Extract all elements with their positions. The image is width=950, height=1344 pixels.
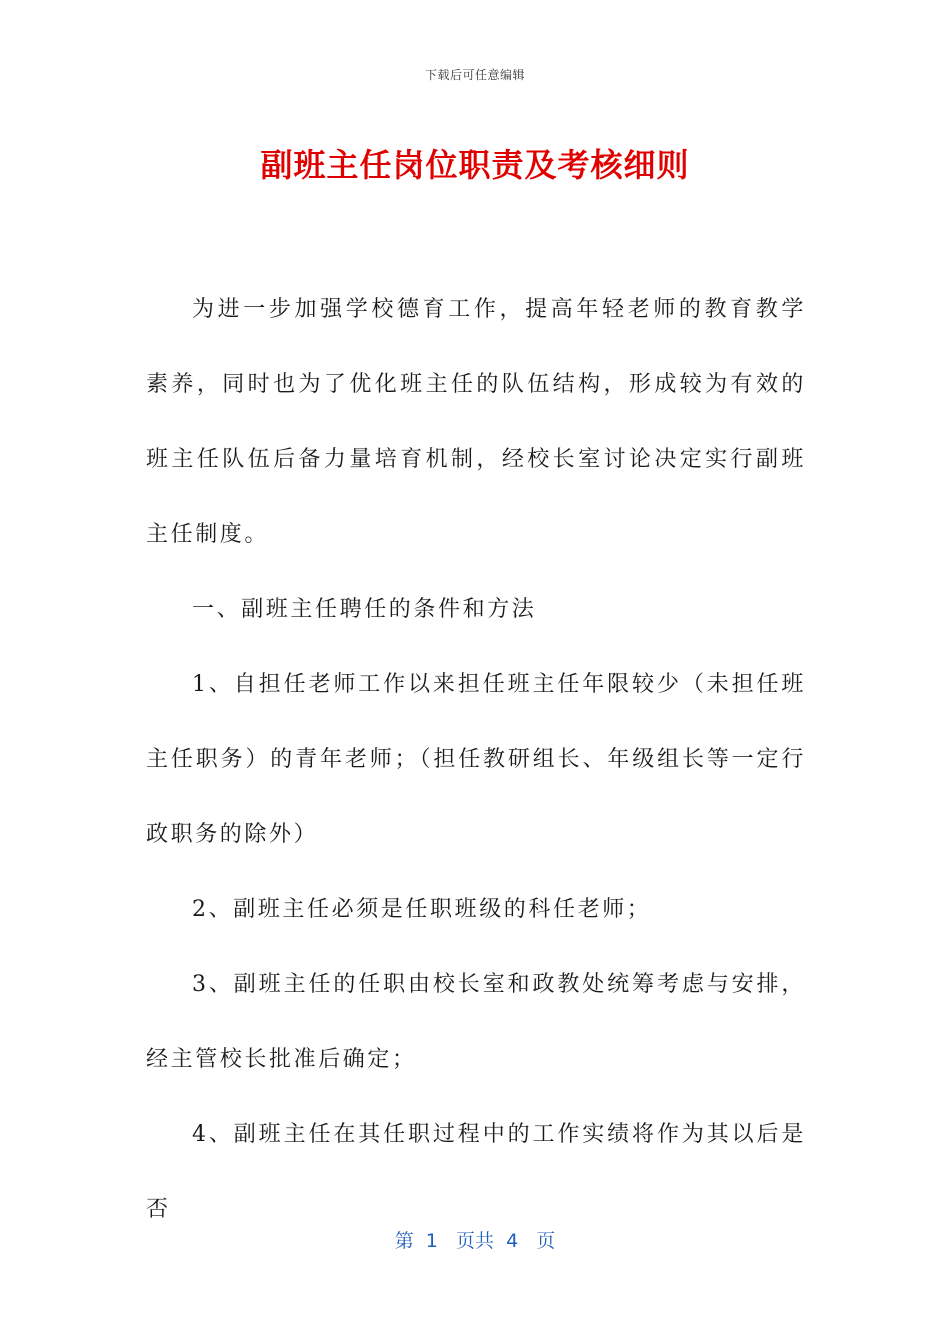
- paragraph-item-3: 3、副班主任的任职由校长室和政教处统筹考虑与安排，经主管校长批准后确定；: [146, 972, 806, 1072]
- document-body: [146, 272, 806, 1247]
- document-title: 副班主任岗位职责及考核细则: [260, 146, 690, 184]
- paragraph-item-4: 4、副班主任在其任职过程中的工作实绩将作为其以后是否: [146, 1122, 806, 1222]
- paragraph-section-heading: 一、副班主任聘任的条件和方法: [192, 597, 537, 622]
- paragraph-intro: 为进一步加强学校德育工作，提高年轻老师的教育教学素养，同时也为了优化班主任的队伍结构，形成较为有效的班主任队伍后备力量培育机制，经校长室讨论决定实行副班主任制度。: [146, 297, 806, 547]
- page-number-footer: 第 1 页共 4 页: [394, 1230, 556, 1252]
- header-note: 下载后可任意编辑: [424, 68, 525, 82]
- paragraph-item-2: 2、副班主任必须是任职班级的科任老师；: [192, 897, 652, 922]
- paragraph-item-1: 1、自担任老师工作以来担任班主任年限较少（未担任班主任职务）的青年老师；（担任教研组长、年级组长等一定行政职务的除外）: [146, 672, 806, 847]
